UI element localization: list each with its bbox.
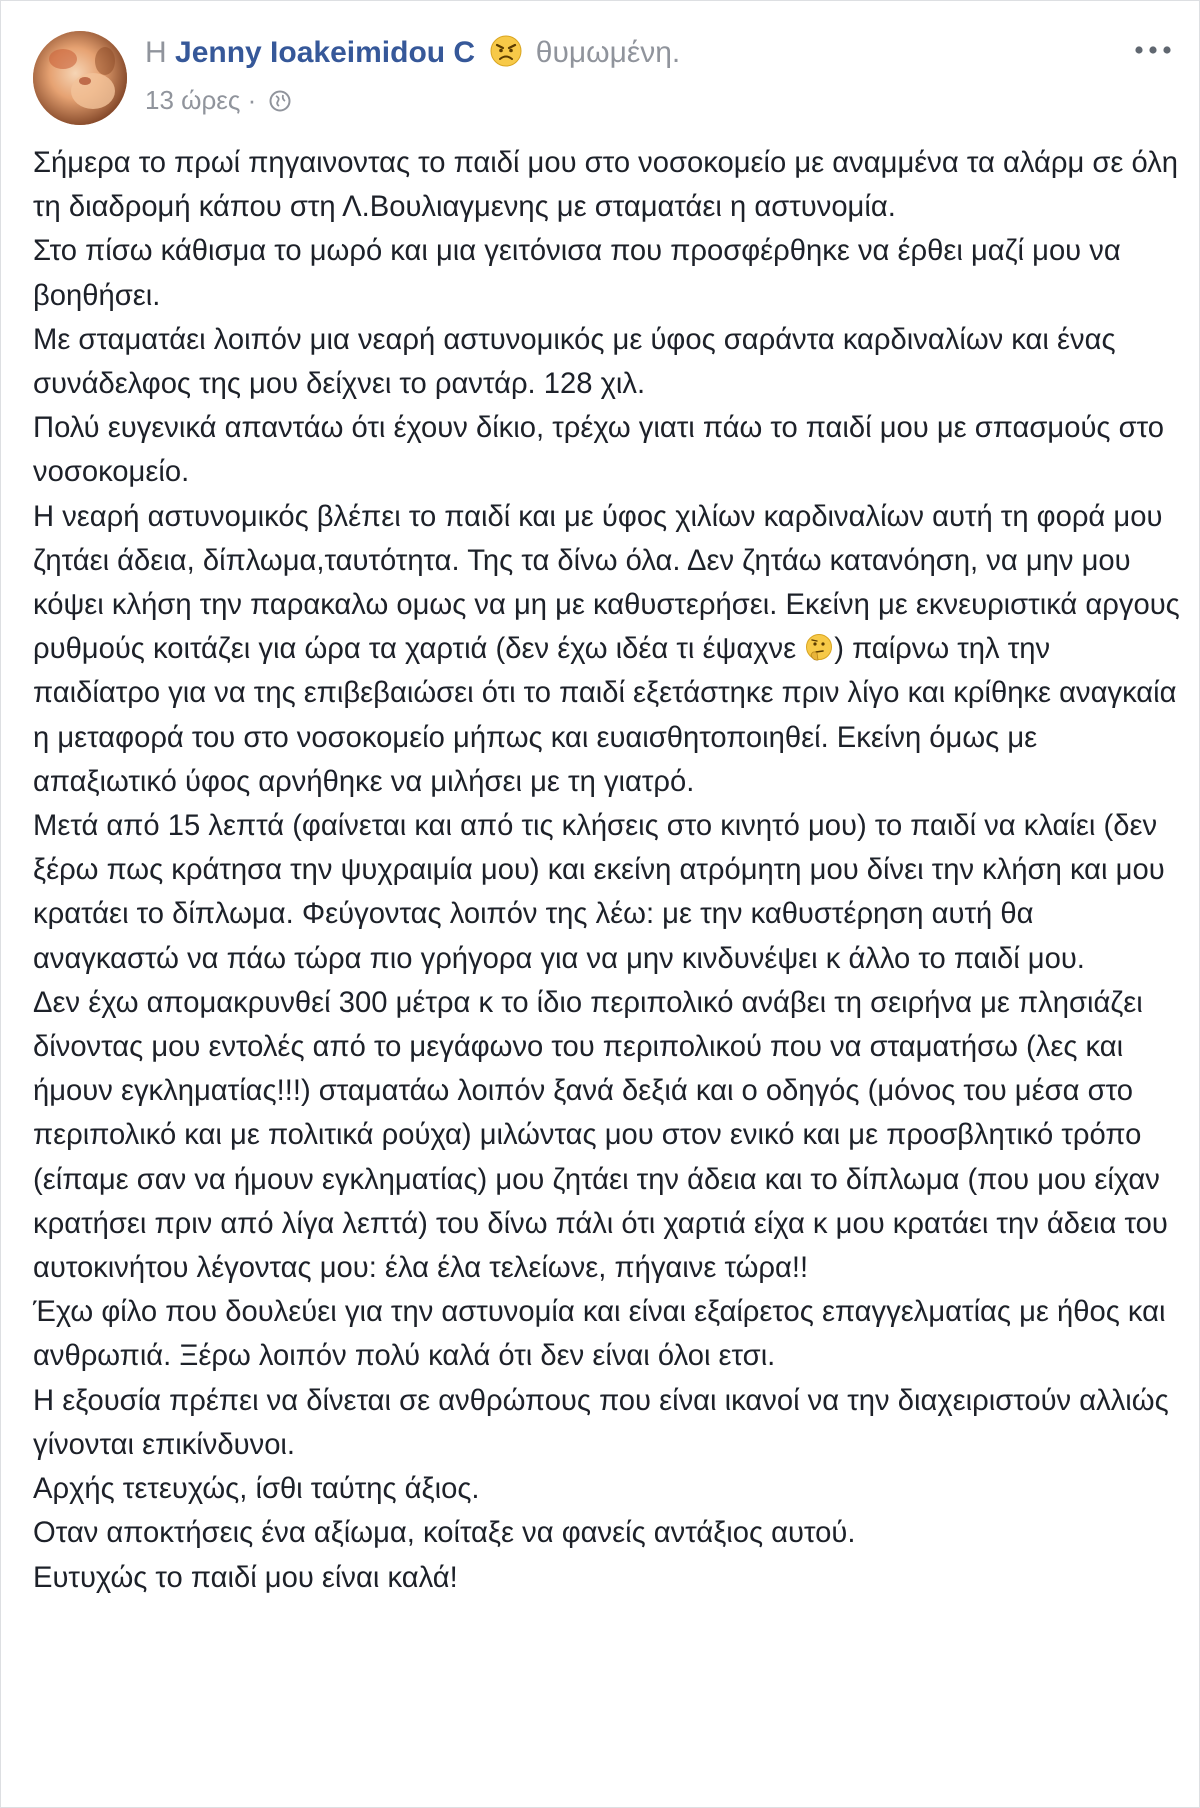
post-meta — [145, 83, 292, 117]
post-paragraph-with-emoji — [33, 495, 1181, 804]
post-paragraph: Με σταματάει λοιπόν μια νεαρή αστυνομικός με ύφος σαράντα καρδιναλίων και ένας συνάδελφος της μου δείχνει το ραντάρ. 128 χιλ. — [33, 323, 1116, 401]
post-paragraph: Σήμερα το πρωί πηγαινοντας το παιδί μου στο νοσοκομείο με αναμμένα τα αλάρμ σε όλη τη διαδρομή κάπου στη Λ.Βουλιαγμενης με σταματάει η αστυνομία. — [33, 147, 1179, 224]
post-paragraph: Πολύ ευγενικά απαντάω ότι έχουν δίκιο, τρέχω γιατι πάω το παιδί μου με σπασμούς στο νοσοκομείο. — [33, 412, 1164, 489]
post-timestamp[interactable]: 13 ώρες — [145, 85, 241, 115]
post-paragraph: Ευτυχώς το παιδί μου είναι καλά! — [33, 1561, 458, 1594]
globe-icon[interactable] — [268, 89, 292, 113]
more-options-icon[interactable] — [1131, 35, 1175, 65]
post-paragraph: Στο πίσω κάθισμα το μωρό και μια γειτόνισα που προσφέρθηκε να έρθει μαζί μου να βοηθήσει. — [33, 235, 1121, 312]
avatar-photo-icon — [33, 31, 127, 125]
post-paragraph: Δεν έχω απομακρυνθεί 300 μέτρα κ το ίδιο περιπολικό ανάβει τη σειρήνα με πλησιάζει δίνοντας μου εντολές από το μεγάφωνο του περιπολικού που να σταματήσω (λες και ήμουν εγκληματίας!!!) σταματάω λοιπόν ξανά δεξιά και ο οδηγός (μόνος του μέσα στο περιπολικό και με πολιτικά ρούχα) μιλώντας μου στον ενικό και με προσβλητικό τρόπο (είπαμε σαν να ήμουν εγκληματίας) μου ζητάει την άδεια και το δίπλωμα (που μου είχαν κρατήσει πριν από λίγα λεπτά) του δίνω πάλι ότι χαρτιά είχα κ μου κρατάει την άδεια του αυτοκινήτου λέγοντας μου: έλα έλα τελείωνε, πήγαινε τώρα!! — [33, 986, 1168, 1285]
post-paragraph: Μετά από 15 λεπτά (φαίνεται και από τις κλήσεις στο κινητό μου) το παιδί να κλαίει (δεν ξέρω πως κράτησα την ψυχραιμία μου) και εκείνη ατρόμητη μου δίνει την κλήση και μου κρατάει το δίπλωμα. Φεύγοντας λοιπόν της λέω: με την καθυστέρηση αυτή θα αναγκαστώ να πάω τώρα πιο γρήγορα για να μην κινδυνέψει κ άλλο το παιδί μου. — [33, 810, 1165, 975]
post-header — [145, 33, 680, 73]
avatar[interactable] — [33, 31, 127, 125]
post-paragraph: Η εξουσία πρέπει να δίνεται σε ανθρώπους που είναι ικανοί να την διαχειριστούν αλλιώς γίνονται επικίνδυνοι. — [33, 1384, 1169, 1461]
post-paragraph: Οταν αποκτήσεις ένα αξίωμα, κοίταξε να φανείς αντάξιος αυτού. — [33, 1517, 856, 1550]
meta-separator: · — [247, 85, 257, 115]
post-paragraph: Αρχής τετευχώς, ίσθι ταύτης άξιος. — [33, 1473, 480, 1506]
thinking-face-icon — [804, 633, 834, 663]
author-name-link[interactable]: Jenny Ioakeimidou C — [175, 36, 476, 69]
post-paragraph-part: ) παίρνω τηλ την παιδίατρο για να της επιβεβαιώσει ότι το παιδί εξετάστηκε πριν λίγο και κρίθηκε αναγκαία η μεταφορά του στο νοσοκομείο μήπως και ευαισθητοποιηθεί. Εκείνη όμως με απαξιωτικό ύφος αρνήθηκε να μιλήσει με τη γιατρό. — [33, 633, 1177, 798]
feeling-text: θυμωμένη. — [535, 36, 681, 69]
post-paragraph-part: Η νεαρή αστυνομικός βλέπει το παιδί και με ύφος χιλίων καρδιναλίων αυτή τη φορά μου ζητάει άδεια, δίπλωμα,ταυτότητα. Της τα δίνω όλα. Δεν ζητάω κατανόηση, να μην μου κόψει κλήση την παρακαλω ομως να μη με καθυστερήσει. Εκείνη με εκνευριστικά αργους ρυθμούς κοιτάζει για ώρα τα χαρτιά (δεν έχω ιδέα τι έψαχνε — [33, 500, 1180, 666]
post-body — [33, 141, 1181, 1600]
angry-face-icon — [489, 34, 523, 68]
post-paragraph: Έχω φίλο που δουλεύει για την αστυνομία και είναι εξαίρετος επαγγελματίας με ήθος και ανθρωπιά. Ξέρω λοιπόν πολύ καλά ότι δεν είναι όλοι ετσι. — [33, 1296, 1166, 1373]
author-prefix: Η — [145, 36, 167, 69]
